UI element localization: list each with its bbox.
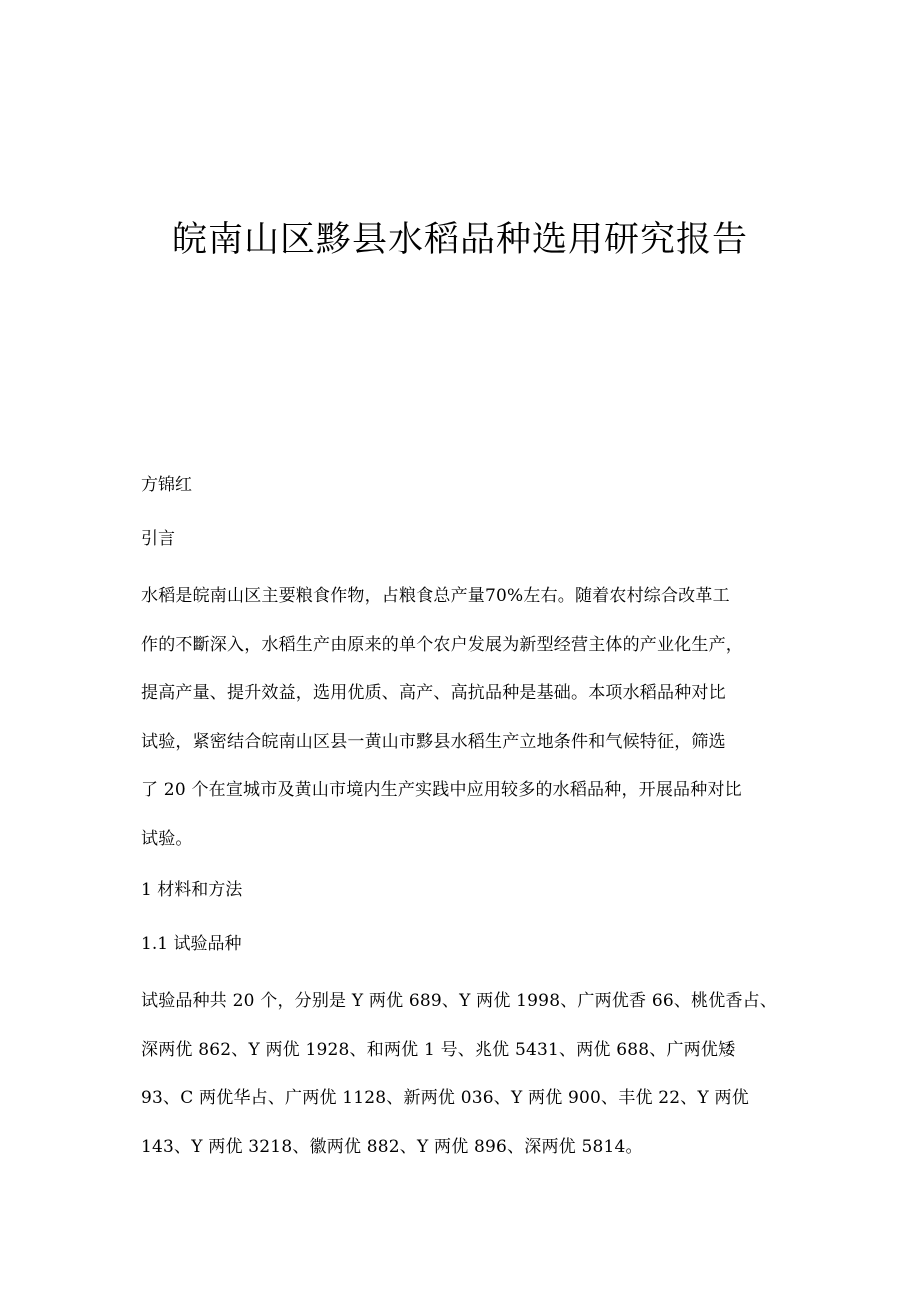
paragraph-line: 提高产量、提升效益，选用优质、高产、高抗品种是基础。本项水稻品种对比 <box>141 683 726 703</box>
paragraph-line: 作的不斷深入，水稻生产由原来的单个农户发展为新型经营主体的产业化生产， <box>141 634 743 655</box>
paragraph-line: 试验。 <box>141 828 193 849</box>
author-name: 方锦红 <box>141 475 192 495</box>
paragraph-line: 水稻是皖南山区主要粮食作物，占粮食总产量70%左右。随着农村综合改革工 <box>141 586 730 606</box>
paragraph-line: 深两优 862、Y 两优 1928、和两优 1 号、兆优 5431、两优 688、广两优矮 <box>141 1039 736 1060</box>
paragraph-line: 试验品种共 20 个，分别是 Y 两优 689、Y 两优 1998、广两优香 66、桃优香占、 <box>141 991 778 1011</box>
intro-heading: 引言 <box>141 529 175 549</box>
intro-paragraph <box>141 572 781 863</box>
paragraph-line: 93、C 两优华占、广两优 1128、新两优 036、Y 两优 900、丰优 22、Y 两优 <box>141 1088 749 1108</box>
section-heading: 1 材料和方法 <box>141 880 243 900</box>
varieties-paragraph <box>141 977 781 1171</box>
paragraph-line: 143、Y 两优 3218、徽两优 882、Y 两优 896、深两优 5814。 <box>141 1136 643 1157</box>
document-body <box>141 465 781 1171</box>
subsection-heading: 1.1 试验品种 <box>141 934 242 954</box>
paragraph-line: 试验，紧密结合皖南山区县一黄山市黟县水稻生产立地条件和气候特征，筛选 <box>141 731 726 752</box>
paragraph-line: 了 20 个在宣城市及黄山市境内生产实践中应用较多的水稻品种，开展品种对比 <box>141 780 742 800</box>
document-title: 皖南山区黟县水稻品种选用研究报告 <box>171 220 748 260</box>
